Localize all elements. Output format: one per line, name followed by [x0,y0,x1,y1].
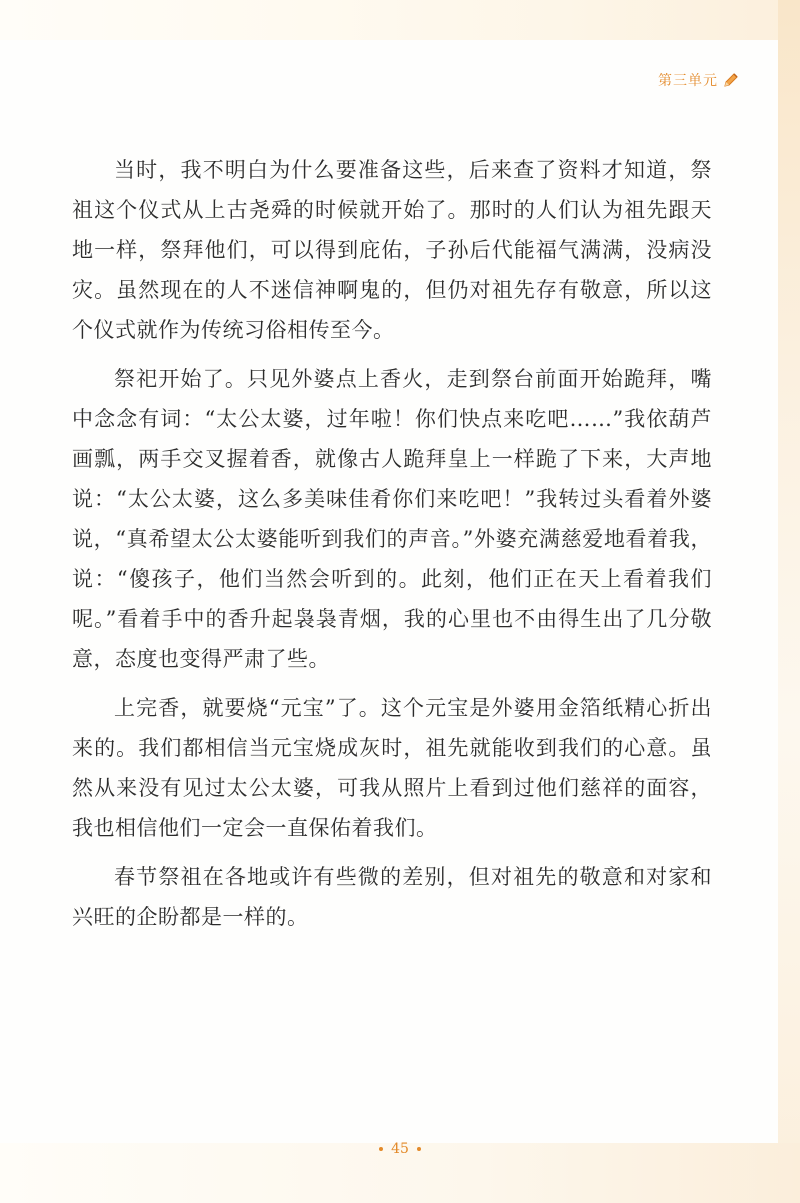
unit-label: 第三单元 [658,73,718,89]
page-number-text: 45 [391,1141,409,1157]
page-edge-decoration [778,0,800,1203]
unit-header [658,70,740,90]
article-body [72,150,712,946]
paragraph: 当时，我不明白为什么要准备这些，后来查了资料才知道，祭祖这个仪式从上古尧舜的时候就开始了。那时的人们认为祖先跟天地一样，祭拜他们，可以得到庇佑，子孙后代能福气满满，没病没灾。虽然现在的人不迷信神啊鬼的，但仍对祖先存有敬意，所以这个仪式就作为传统习俗相传至今。 [72,158,712,342]
page-number [0,1141,800,1157]
top-decoration [0,0,800,40]
pencil-icon [722,71,740,89]
paragraph: 上完香，就要烧“元宝”了。这个元宝是外婆用金箔纸精心折出来的。我们都相信当元宝烧成灰时，祖先就能收到我们的心意。虽然从来没有见过太公太婆，可我从照片上看到过他们慈祥的面容，我也相信他们一定会一直保佑着我们。 [72,696,712,840]
paragraph: 祭祀开始了。只见外婆点上香火，走到祭台前面开始跪拜，嘴中念念有词：“太公太婆，过年啦！你们快点来吃吧……”我依葫芦画瓢，两手交叉握着香，就像古人跪拜皇上一样跪了下来，大声地说：“太公太婆，这么多美味佳肴你们来吃吧！”我转过头看着外婆说，“真希望太公太婆能听到我们的声音。”外婆充满慈爱地看着我，说：“傻孩子，他们当然会听到的。此刻，他们正在天上看着我们呢。”看着手中的香升起袅袅青烟，我的心里也不由得生出了几分敬意，态度也变得严肃了些。 [72,367,712,671]
dot-decoration [379,1147,383,1151]
dot-decoration [417,1147,421,1151]
paragraph: 春节祭祖在各地或许有些微的差别，但对祖先的敬意和对家和兴旺的企盼都是一样的。 [72,865,712,929]
